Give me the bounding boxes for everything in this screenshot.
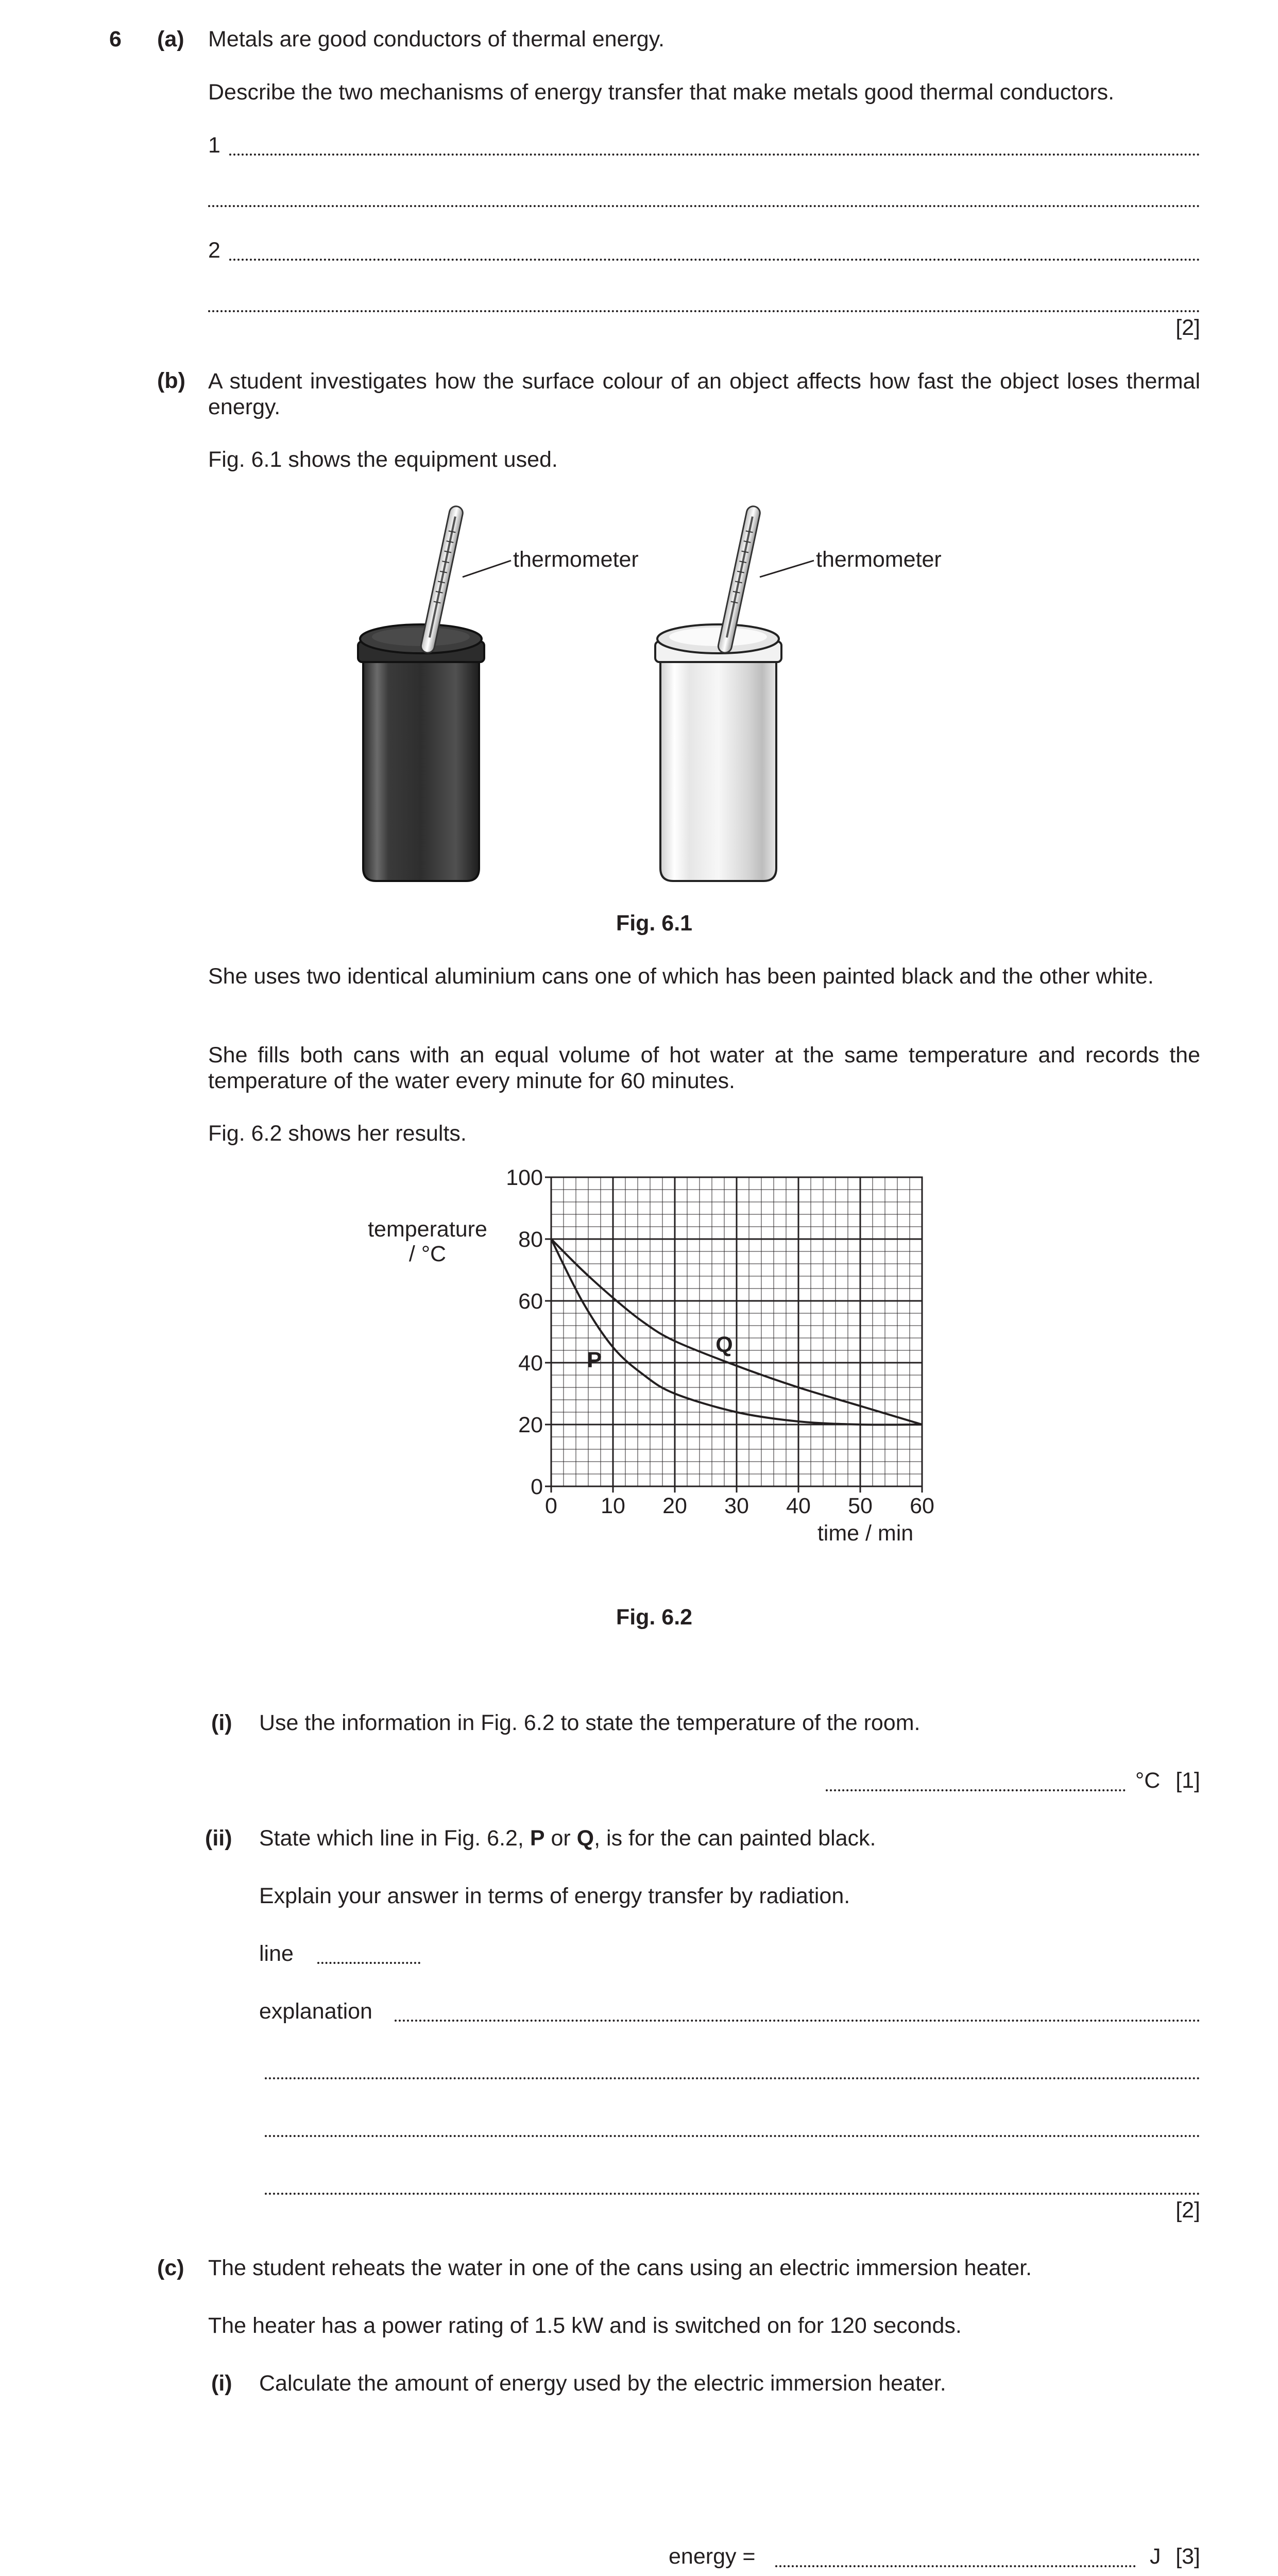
series-label-q: Q bbox=[715, 1332, 733, 1357]
part-c-i-marks: [3] bbox=[1175, 2544, 1200, 2569]
y-tick-label: 80 bbox=[518, 1227, 543, 1252]
part-a-answer-line-1b[interactable] bbox=[208, 205, 1200, 207]
black-can bbox=[358, 505, 511, 881]
part-a-answer-line-1[interactable] bbox=[229, 154, 1200, 156]
part-b-ii-marks: [2] bbox=[1175, 2198, 1200, 2223]
line-answer[interactable] bbox=[317, 1962, 420, 1964]
part-a-label: (a) bbox=[157, 27, 184, 52]
x-tick-label: 50 bbox=[848, 1494, 873, 1518]
part-b-ii-label: (ii) bbox=[205, 1826, 232, 1851]
x-tick-label: 20 bbox=[662, 1494, 687, 1518]
part-c-intro: The student reheats the water in one of the cans using an electric immersion heater. bbox=[208, 2256, 1032, 2280]
fig2-reference: Fig. 6.2 shows her results. bbox=[208, 1121, 467, 1146]
fig1-cans-diagram bbox=[309, 484, 979, 886]
part-b-i-unit: °C bbox=[1135, 1768, 1161, 1793]
part-c-i-label: (i) bbox=[211, 2371, 232, 2396]
y-tick-label: 20 bbox=[518, 1413, 543, 1437]
y-axis-label-line2: / °C bbox=[408, 1242, 447, 1266]
y-tick-label: 100 bbox=[506, 1165, 543, 1190]
energy-label: energy = bbox=[669, 2544, 756, 2569]
energy-unit: J bbox=[1150, 2544, 1161, 2569]
white-can bbox=[655, 505, 814, 881]
part-a-line-2-number: 2 bbox=[208, 238, 220, 263]
part-a-line-1-number: 1 bbox=[208, 133, 220, 158]
x-tick-label: 30 bbox=[724, 1494, 749, 1518]
series-label-p: P bbox=[587, 1348, 602, 1372]
fig2-temperature-chart bbox=[335, 1159, 979, 1582]
part-a-task: Describe the two mechanisms of energy transfer that make metals good thermal conductors. bbox=[208, 80, 1115, 105]
x-tick-label: 0 bbox=[545, 1494, 557, 1518]
part-b-i-marks: [1] bbox=[1175, 1768, 1200, 1793]
part-b-i-text: Use the information in Fig. 6.2 to state the temperature of the room. bbox=[259, 1710, 921, 1735]
x-tick-label: 40 bbox=[786, 1494, 811, 1518]
y-tick-label: 0 bbox=[531, 1475, 543, 1499]
part-b-i-label: (i) bbox=[211, 1710, 232, 1735]
explanation-label: explanation bbox=[259, 1999, 372, 2024]
explanation-answer-line-4[interactable] bbox=[265, 2193, 1200, 2195]
energy-answer[interactable] bbox=[775, 2565, 1136, 2567]
explanation-answer-line-1[interactable] bbox=[395, 2020, 1200, 2022]
part-b-label: (b) bbox=[157, 368, 185, 393]
part-b-ii-explain: Explain your answer in terms of energy transfer by radiation. bbox=[259, 1884, 850, 1908]
line-label: line bbox=[259, 1941, 294, 1966]
y-tick-label: 40 bbox=[518, 1351, 543, 1376]
chart-axes bbox=[545, 1177, 922, 1493]
part-c-i-text: Calculate the amount of energy used by the electric immersion heater. bbox=[259, 2371, 946, 2396]
x-axis-label: time / min bbox=[817, 1521, 914, 1546]
thermometer-label-left: thermometer bbox=[513, 547, 639, 572]
part-b-para1: She uses two identical aluminium cans one of which has been painted black and the other white. bbox=[208, 964, 1154, 989]
explanation-answer-line-3[interactable] bbox=[265, 2135, 1200, 2137]
part-a-answer-line-2b[interactable] bbox=[208, 310, 1200, 312]
part-a-statement: Metals are good conductors of thermal energy. bbox=[208, 27, 664, 52]
fig2-caption: Fig. 6.2 bbox=[616, 1605, 693, 1630]
part-a-marks: [2] bbox=[1175, 315, 1200, 340]
part-b-ii-text: State which line in Fig. 6.2, P or Q, is for the can painted black. bbox=[259, 1826, 876, 1851]
room-temperature-answer[interactable] bbox=[826, 1789, 1126, 1791]
part-c-label: (c) bbox=[157, 2256, 184, 2280]
question-number: 6 bbox=[109, 27, 122, 52]
thermometer-label-right: thermometer bbox=[816, 547, 942, 572]
part-b-para2: She fills both cans with an equal volume of hot water at the same temperature and records the temperature of the water every minute for 60 minutes. bbox=[208, 1043, 1200, 1093]
chart-grid bbox=[551, 1177, 922, 1486]
y-tick-label: 60 bbox=[518, 1289, 543, 1314]
explanation-answer-line-2[interactable] bbox=[265, 2077, 1200, 2079]
x-tick-label: 10 bbox=[601, 1494, 625, 1518]
part-c-heater: The heater has a power rating of 1.5 kW and is switched on for 120 seconds. bbox=[208, 2313, 962, 2338]
part-a-answer-line-2[interactable] bbox=[229, 259, 1200, 261]
part-b-intro: A student investigates how the surface colour of an object affects how fast the object loses thermal energy. bbox=[208, 369, 1200, 419]
fig1-reference: Fig. 6.1 shows the equipment used. bbox=[208, 447, 558, 472]
y-axis-label-line1: temperature bbox=[368, 1217, 487, 1242]
fig1-caption: Fig. 6.1 bbox=[616, 911, 693, 936]
x-tick-label: 60 bbox=[910, 1494, 934, 1518]
